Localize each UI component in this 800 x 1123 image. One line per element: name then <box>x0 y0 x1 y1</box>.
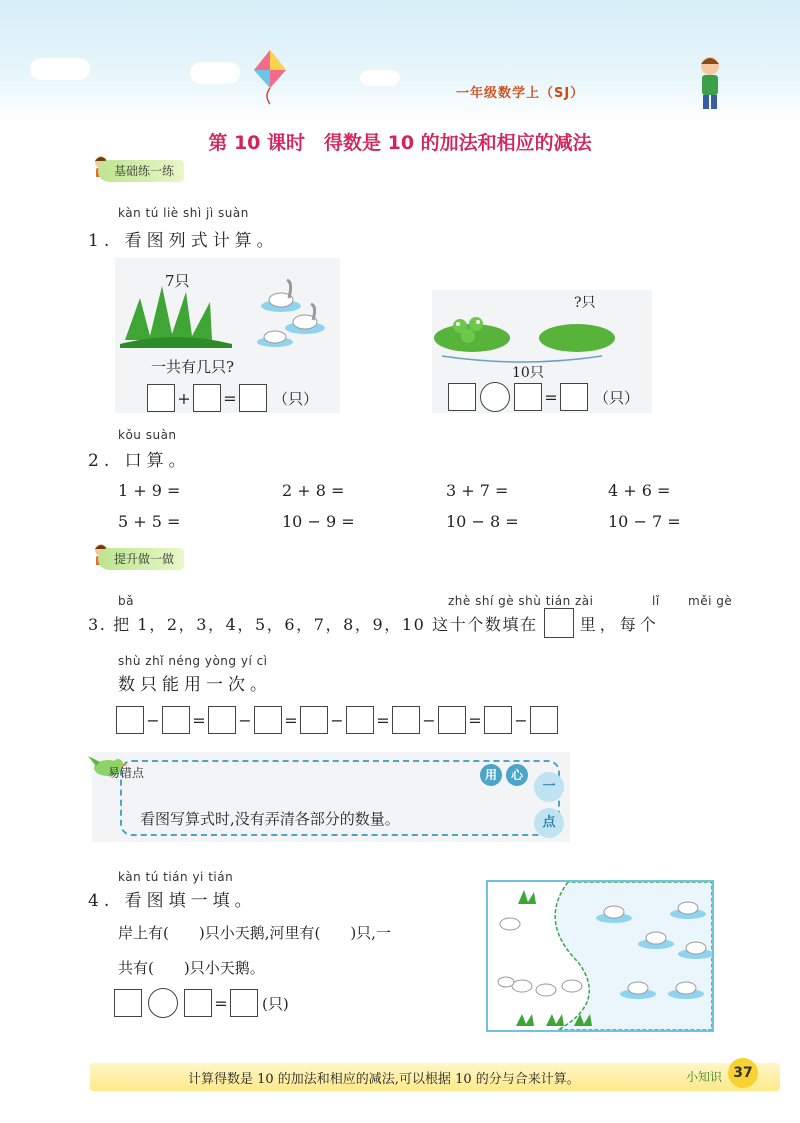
oral-item: 4 + 6 = <box>608 481 671 500</box>
answer-box[interactable] <box>147 384 175 412</box>
footer-note: 计算得数是 10 的加法和相应的减法,可以根据 10 的分与合来计算。 <box>188 1072 580 1087</box>
footer-label: 小知识 <box>686 1070 723 1084</box>
oral-item: 5 + 5 = <box>118 512 181 531</box>
answer-box[interactable] <box>114 989 142 1017</box>
tip-text: 看图写算式时,没有弄清各部分的数量。 <box>140 810 400 828</box>
q1-right-question: ?只 <box>574 295 596 311</box>
oral-item: 10 − 7 = <box>608 512 681 531</box>
equals-sign: = <box>223 388 237 408</box>
side-badge: 点 <box>534 808 564 838</box>
cloud <box>30 58 90 80</box>
oral-item: 2 + 8 = <box>282 481 345 500</box>
answer-box[interactable] <box>560 383 588 411</box>
q4-line2: 共有( )只小天鹅。 <box>118 959 265 977</box>
q4-pinyin: kàn tú tián yi tián <box>118 870 234 884</box>
care-badge: 心 <box>506 764 528 786</box>
swans-icon <box>255 272 335 352</box>
answer-box[interactable] <box>116 706 144 734</box>
answer-box[interactable] <box>184 989 212 1017</box>
operator-circle[interactable] <box>148 988 178 1018</box>
section-basic: 基础练一练 <box>98 160 184 182</box>
answer-box[interactable] <box>484 706 512 734</box>
q3-text: 里，每个 <box>579 614 660 634</box>
equals-sign: = <box>214 993 228 1013</box>
q4-picture <box>486 880 714 1032</box>
q4-text: 4. 看图填一填。 <box>88 891 257 911</box>
q3-pinyin: měi gè <box>688 594 733 608</box>
swans-shore-river-icon <box>488 882 712 1030</box>
minus-sign: − <box>238 710 252 730</box>
q1-left-panel <box>115 258 340 413</box>
q3-line1 <box>88 608 660 638</box>
answer-box[interactable] <box>193 384 221 412</box>
equals-sign: = <box>544 387 558 407</box>
q2-text: 2. 口算。 <box>88 451 191 471</box>
q1-text: 1. 看图列式计算。 <box>88 231 279 251</box>
q1-pinyin: kàn tú liè shì jì suàn <box>118 206 249 220</box>
boy-flying-kite-icon <box>690 52 730 112</box>
grass-icon <box>120 278 235 348</box>
care-badge: 用 <box>480 764 502 786</box>
q3-pinyin: bǎ <box>118 594 134 608</box>
answer-box[interactable] <box>438 706 466 734</box>
section-advance: 提升做一做 <box>98 548 184 570</box>
oral-item: 10 − 8 = <box>446 512 519 531</box>
minus-sign: − <box>330 710 344 730</box>
cloud <box>360 70 400 86</box>
grade-label: 一年级数学上（SJ） <box>456 86 585 101</box>
answer-box[interactable] <box>544 608 574 638</box>
q1-left-count: 7只 <box>165 272 190 290</box>
q1-right-panel <box>432 290 652 413</box>
answer-box[interactable] <box>239 384 267 412</box>
side-badge: 一 <box>534 772 564 802</box>
minus-sign: − <box>422 710 436 730</box>
tip-label: 易错点 <box>108 766 145 780</box>
equals-sign: = <box>192 710 206 730</box>
answer-box[interactable] <box>230 989 258 1017</box>
answer-box[interactable] <box>162 706 190 734</box>
q1-left-question: 一共有几只? <box>151 358 235 376</box>
equals-sign: = <box>376 710 390 730</box>
answer-box[interactable] <box>448 383 476 411</box>
answer-box[interactable] <box>392 706 420 734</box>
answer-box[interactable] <box>300 706 328 734</box>
page-number: 37 <box>728 1058 758 1088</box>
cloud <box>190 62 240 84</box>
kite-icon <box>250 48 290 108</box>
q1-left-equation <box>147 384 318 412</box>
q3-pinyin: zhè shí gè shù tián zài <box>448 594 594 608</box>
answer-box[interactable] <box>208 706 236 734</box>
q1-right-equation <box>448 382 639 412</box>
oral-item: 3 + 7 = <box>446 481 509 500</box>
equals-sign: = <box>468 710 482 730</box>
lesson-title: 第 10 课时 得数是 10 的加法和相应的减法 <box>208 132 592 154</box>
unit-label: (只) <box>262 994 289 1013</box>
answer-box[interactable] <box>530 706 558 734</box>
q3-equation-chain <box>116 706 558 734</box>
oral-item: 10 − 9 = <box>282 512 355 531</box>
q1-right-total: 10只 <box>512 365 544 381</box>
unit-label: （只） <box>273 389 319 408</box>
plus-sign: + <box>177 388 191 408</box>
q4-equation <box>114 988 289 1018</box>
minus-sign: − <box>146 710 160 730</box>
frogs-on-lily-pads-icon <box>432 304 652 364</box>
equals-sign: = <box>284 710 298 730</box>
unit-label: （只） <box>594 388 640 407</box>
answer-box[interactable] <box>514 383 542 411</box>
oral-item: 1 + 9 = <box>118 481 181 500</box>
operator-circle[interactable] <box>480 382 510 412</box>
q3-pinyin2: shù zhǐ néng yòng yí cì <box>118 654 268 668</box>
q3-text2: 数只能用一次。 <box>118 675 272 695</box>
header-sky <box>0 0 800 120</box>
q3-pinyin: lǐ <box>652 594 660 608</box>
answer-box[interactable] <box>346 706 374 734</box>
minus-sign: − <box>514 710 528 730</box>
q4-line1: 岸上有( )只小天鹅,河里有( )只,一 <box>118 924 391 942</box>
answer-box[interactable] <box>254 706 282 734</box>
q2-pinyin: kǒu suàn <box>118 428 177 442</box>
q3-text: 3. 把 1，2，3，4，5，6，7，8，9，10 这十个数填在 <box>88 614 538 634</box>
